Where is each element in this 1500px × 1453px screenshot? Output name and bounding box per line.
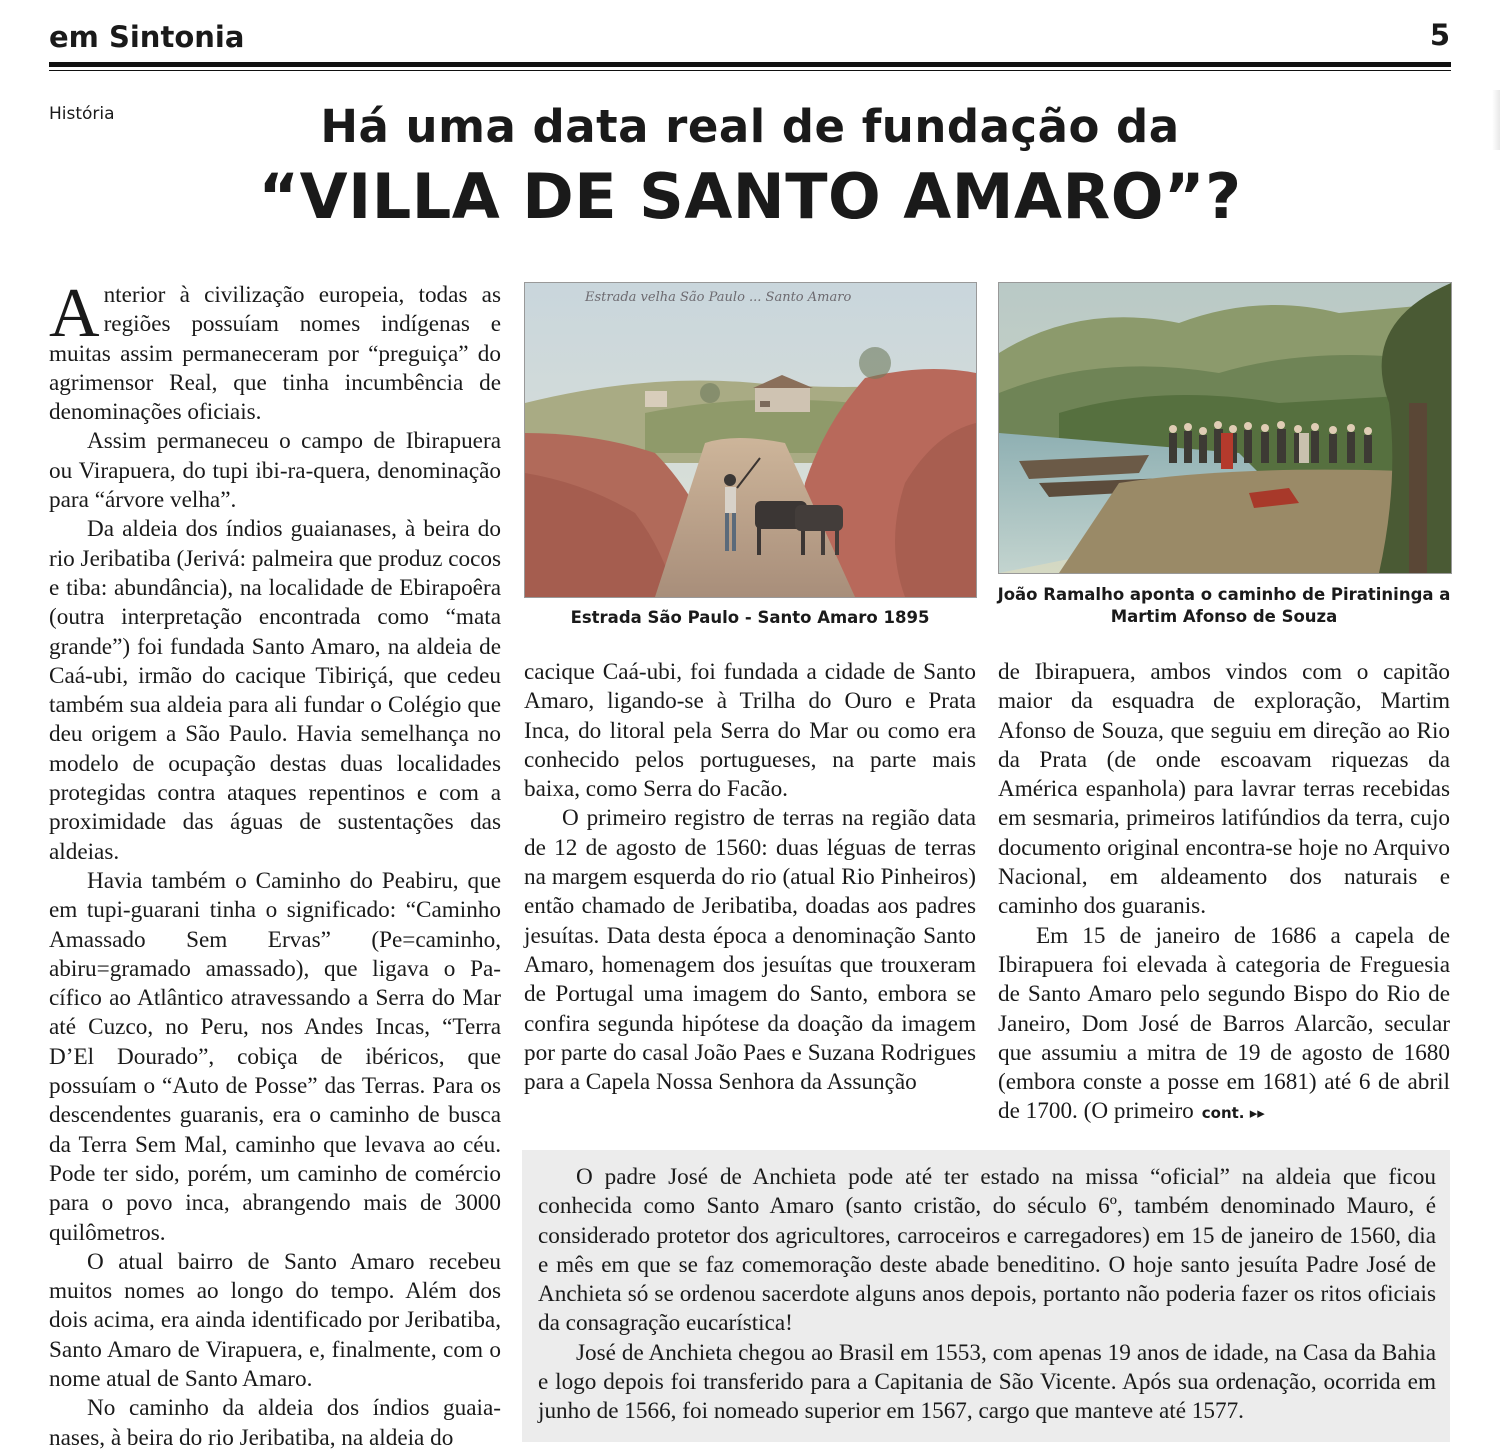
paragraph: Da aldeia dos índios guaianases, à beira do rio Jeribatiba (Jerivá: palmeira que produz cocos e tiba: abundância), na localidade de Ebirapoêra (outra interpretação encontrada como “mata grande”) foi fundada Santo Amaro, na aldeia de Caá-ubi, irmão do cacique Tibiriçá, que cedeu também sua aldeia para ali fundar o Colégio que deu origem a São Paulo. Havia semelhança no modelo de ocupação destas duas localidades protegidas contra ataques repentinos e com a proximidade das águas de sustentações das aldeias.	[49, 516, 501, 865]
section-label: História	[49, 104, 115, 124]
headline-line-1: Há uma data real de fundação da	[320, 100, 1180, 153]
road-painting-illustration	[525, 283, 976, 597]
paragraph: Havia também o Caminho do Peabiru, que em tupi-guarani tinha o significado: “Caminho Amassado Sem Ervas” (Pe=caminho, abiru=gramado amassado), que ligava o Pacífico ao Atlântico atravessando a Serra do Mar até Cuzco, no Peru, nos Andes Incas, “Terra D’El Dourado”, cobiça de ibéricos, que possuíam o “Auto de Posse” das Terras. Para os descendentes guaranis, era o caminho de busca da Terra Sem Mal, caminho que levava ao céu. Pode ter sido, porém, um caminho de comércio para o povo inca, abrangendo mais de 3000 quilômetros.	[49, 867, 501, 1246]
paragraph: Anterior à civilização europeia, todas as regiões possuíam nomes indígenas e muitas assim permaneceram por “preguiça” do agrimensor Real, que tinha incumbência de denominações oficiais.	[49, 275, 501, 426]
paragraph: de Ibirapuera, ambos vindos com o capitão maior da esquadra de exploração, Martim Afonso de Souza, que seguiu em direção ao Rio da Prata (de onde escoavam riquezas da América espanhola) para lavrar terras recebidas em sesmaria, primeiros latifúndios da terra, cujo documento original encontra-se hoje no Arquivo Nacional, em aldeamento dos naturais e caminho dos guaranis.	[998, 659, 1450, 920]
paragraph: O padre José de Anchieta pode até ter estado na missa “oficial” na aldeia que ficou conhecida como Santo Amaro (santo cristão, do século 6º, também denominado Mauro, é considerado protetor dos agricultores, carroceiros e carregadores) em 15 de janeiro de 1560, dia e mês em que se faz comemoração deste abade beneditino. O hoje santo jesuíta Padre José de Anchieta só se ordenou sacerdote alguns anos depois, portanto não poderia fazer os ritos oficiais da consagração eucarística!	[538, 1164, 1436, 1337]
paragraph: No caminho da aldeia dos índios guaianases, à beira do rio Jeribatiba, na aldeia do	[49, 1395, 501, 1451]
publication-name: em Sintonia	[49, 20, 245, 54]
sidebar-box-text	[538, 1163, 1436, 1427]
image-caption: Estrada São Paulo - Santo Amaro 1895	[570, 608, 930, 627]
paragraph: cacique Caá-ubi, foi fundada a cidade de Santo Amaro, ligando-se à Trilha do Ouro e Prata Inca, do litoral pela Serra do Mar ou como era conhecido pelos portugueses, na parte mais baixa, como Serra do Facão.	[524, 659, 976, 803]
paragraph: O primeiro registro de terras na região data de 12 de agosto de 1560: duas léguas de terras na margem esquerda do rio (atual Rio Pinheiros) então chamado de Jeribatiba, doadas aos padres jesuítas. Data desta época a denominação Santo Amaro, homenagem dos jesuítas que trouxeram de Portugal uma imagem do Santo, embora se confira segunda hipótese da doação da imagem por parte do casal João Paes e Suzana Rodrigues para a Capela Nossa Senhora da Assunção	[524, 805, 976, 1096]
image-caption: João Ramalho aponta o caminho de Piratininga a Martim Afonso de Souza	[997, 585, 1451, 626]
headline-line-2: “VILLA DE SANTO AMARO”?	[258, 160, 1242, 233]
paragraph: Em 15 de janeiro de 1686 a capela de Ibirapuera foi elevada à categoria de Freguesia de Santo Amaro pelo segundo Bispo do Rio de Janeiro, Dom José de Barros Alarcão, secular que assumiu a mitra de 19 de agosto de 1680 (embora conste a posse em 1681) até 6 de abril de 1700. (O primeiro cont. ▸▸	[998, 922, 1450, 1125]
article-column-1	[49, 275, 501, 1453]
painting-inscription: Estrada velha São Paulo ... Santo Amaro	[585, 290, 852, 305]
continued-marker[interactable]: cont. ▸▸	[1201, 1104, 1265, 1123]
header-rule-thin	[49, 70, 1451, 71]
paragraph: O atual bairro de Santo Amaro recebeu muitos nomes ao longo do tempo. Além dos dois acima, era ainda identificado por Jeribatiba, Santo Amaro de Virapuera, e, finalmente, com o nome atual de Santo Amaro.	[49, 1248, 501, 1392]
paragraph: José de Anchieta chegou ao Brasil em 1553, com apenas 19 anos de idade, na Casa da Bahia e logo depois foi transferido para a Capitania de São Vicente. Após sua ordenação, ocorrida em junho de 1566, foi nomeado superior em 1567, cargo que manteve até 1577.	[538, 1339, 1436, 1425]
page-number: 5	[1429, 18, 1450, 52]
road-painting-image	[524, 282, 977, 598]
article-column-2	[524, 658, 976, 1097]
paragraph: Assim permaneceu o campo de Ibirapuera ou Virapuera, do tupi ibi-ra-quera, denominação para “árvore velha”.	[49, 428, 501, 514]
historic-painting-image	[998, 282, 1452, 574]
article-column-3	[998, 658, 1450, 1129]
drop-cap: A	[49, 275, 100, 352]
header-rule-thick	[49, 62, 1451, 67]
historic-painting-illustration	[999, 283, 1451, 573]
